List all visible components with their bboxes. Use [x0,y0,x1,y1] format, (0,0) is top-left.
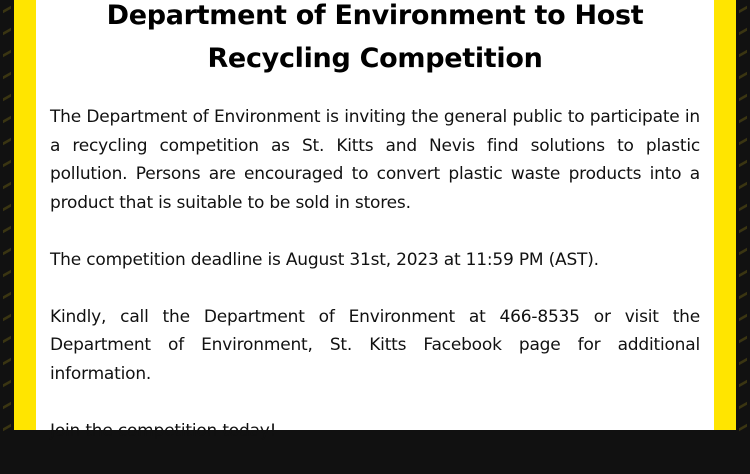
edge-mark [3,248,11,256]
edge-mark [739,138,747,146]
edge-mark [739,116,747,124]
edge-mark [739,424,747,432]
edge-mark [3,182,11,190]
edge-mark [739,6,747,14]
edge-mark [739,402,747,410]
edge-mark [3,116,11,124]
edge-mark [3,6,11,14]
paragraph-intro: The Department of Environment is inviting the general public to participate in a recycling competition as St. Kitts and Nevis find solutions to plastic pollution. Persons are encouraged to convert plastic waste products into a product that is suitable to be sold in stores. [50,107,700,213]
edge-mark [739,50,747,58]
edge-mark [739,204,747,212]
flyer-card [36,0,714,441]
edge-mark [739,72,747,80]
edge-mark [739,314,747,322]
edge-mark [739,270,747,278]
edge-mark [739,292,747,300]
edge-mark [3,358,11,366]
edge-mark [3,424,11,432]
headline-line-2: Recycling Competition [207,43,543,74]
edge-mark [3,270,11,278]
edge-mark [739,94,747,102]
edge-mark [3,160,11,168]
edge-mark [3,72,11,80]
edge-mark [739,226,747,234]
edge-mark [3,50,11,58]
paragraph-deadline: The competition deadline is August 31st, 2023 at 11:59 PM (AST). [50,249,599,270]
paragraph-call-to-action: Join the competition today! [50,420,277,441]
edge-mark [3,138,11,146]
edge-mark [739,380,747,388]
edge-mark [739,358,747,366]
edge-mark [739,160,747,168]
edge-mark [3,28,11,36]
edge-mark [3,380,11,388]
headline-line-1: Department of Environment to Host [106,0,644,31]
edge-mark [3,402,11,410]
body-text [50,103,700,474]
edge-mark [739,336,747,344]
edge-mark [3,94,11,102]
edge-mark [739,182,747,190]
edge-mark [739,28,747,36]
left-edge-strip [0,0,14,430]
right-edge-strip [736,0,750,430]
paragraph-contact: Kindly, call the Department of Environment at 466-8535 or visit the Department of Environment, St. Kitts Facebook page for additional information. [50,306,700,384]
edge-mark [3,314,11,322]
edge-mark [3,226,11,234]
headline [36,0,714,80]
edge-mark [3,292,11,300]
edge-mark [739,248,747,256]
edge-mark [3,204,11,212]
edge-mark [3,336,11,344]
